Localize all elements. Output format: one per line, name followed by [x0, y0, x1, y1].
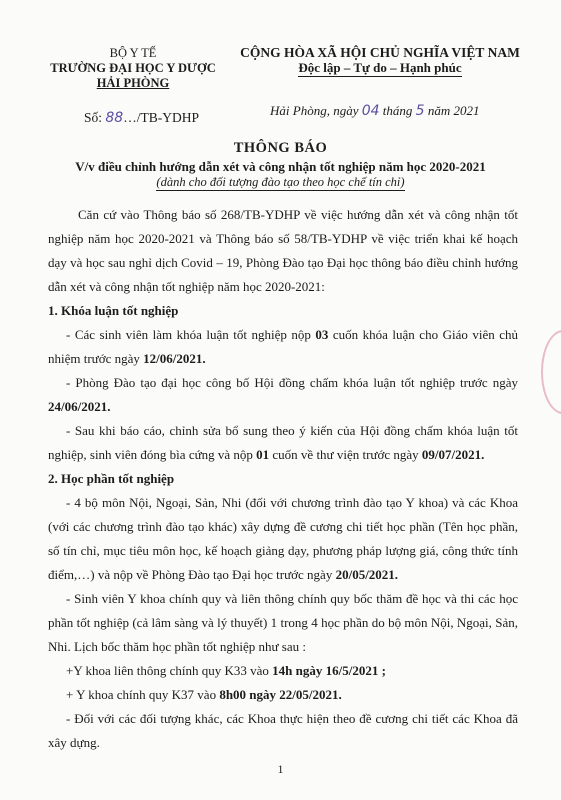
- schedule-k37: + Y khoa chính quy K37 vào 8h00 ngày 22/05/2021.: [66, 687, 342, 702]
- section-1-item-2: - Phòng Đào tạo đại học công bố Hội đồng chấm khóa luận tốt nghiệp trước ngày 24/06/2021.: [48, 375, 518, 414]
- date-prefix: Hải Phòng, ngày: [270, 103, 359, 118]
- date-day-handwritten: 04: [361, 103, 380, 119]
- university-city: HẢI PHÒNG: [96, 76, 170, 90]
- schedule-k33: +Y khoa liên thông chính quy K33 vào 14h ngày 16/5/2021 ;: [66, 663, 386, 678]
- red-stamp-mark: [541, 330, 561, 414]
- motto: Độc lập – Tự do – Hạnh phúc: [298, 60, 462, 75]
- document-title: THÔNG BÁO: [233, 140, 328, 156]
- document-subnote: [0, 175, 561, 190]
- issuer-block: [48, 46, 218, 91]
- date-month-handwritten: 5: [415, 103, 425, 119]
- so-label: Số:: [84, 110, 103, 125]
- section-2-item-3: - Đối với các đối tượng khác, các Khoa thực hiện theo đề cương chi tiết các Khoa đã xây dựng.: [48, 711, 518, 750]
- document-body: [48, 203, 518, 755]
- national-header: [215, 45, 545, 75]
- section-2-heading: 2. Học phần tốt nghiệp: [48, 471, 175, 486]
- section-1-heading: 1. Khóa luận tốt nghiệp: [48, 303, 179, 318]
- section-1-item-1: - Các sinh viên làm khóa luận tốt nghiệp nộp 03 cuốn khóa luận cho Giáo viên chủ nhiệm trước ngày 12/06/2021.: [48, 327, 519, 366]
- document-number: [84, 110, 199, 126]
- section-2-item-2: - Sinh viên Y khoa chính quy và liên thông chính quy bốc thăm đề học và thi các học phần tốt nghiệp (cả lâm sàng và lý thuyết) 1 trong 4 học phần do bộ môn Nội, Ngoại, Sản, Nhi. Lịch bốc thăm học phần tốt nghiệp như sau :: [48, 591, 518, 654]
- subnote-text: (dành cho đối tượng đào tạo theo học chế tín chỉ): [156, 175, 405, 189]
- section-1-item-3: - Sau khi báo cáo, chỉnh sửa bổ sung theo ý kiến của Hội đồng chấm khóa luận tốt nghiệp, sinh viên đóng bìa cứng và nộp 01 cuốn về thư viện trước ngày 09/07/2021.: [48, 423, 518, 462]
- document-subtitle: V/v điều chỉnh hướng dẫn xét và công nhận tốt nghiệp năm học 2020-2021: [75, 159, 486, 174]
- so-suffix: …/TB-YDHP: [123, 110, 199, 125]
- nation-name: CỘNG HÒA XÃ HỘI CHỦ NGHĨA VIỆT NAM: [240, 45, 520, 60]
- intro-paragraph: Căn cứ vào Thông báo số 268/TB-YDHP về việc hướng dẫn xét và công nhận tốt nghiệp năm học 2020-2021 và Thông báo số 58/TB-YDHP về việc triển khai kế hoạch dạy và học sau nghỉ dịch Covid – 19, Phòng Đào tạo Đại học thông báo điều chỉnh hướng dẫn xét và công nhận tốt nghiệp năm học 2020-2021:: [48, 207, 518, 294]
- so-number-handwritten: 88: [105, 110, 124, 126]
- date-year: năm 2021: [427, 103, 480, 118]
- university-name: TRƯỜNG ĐẠI HỌC Y DƯỢC: [50, 61, 216, 75]
- ministry-name: BỘ Y TẾ: [109, 46, 157, 60]
- issue-date: [270, 103, 479, 119]
- section-2-item-1: - 4 bộ môn Nội, Ngoại, Sản, Nhi (đối với chương trình đào tạo Y khoa) và các Khoa (với các chương trình đào tạo khác) xây dựng đề cương chi tiết học phần (Tên học phần, số tín chỉ, mục tiêu môn học, kế hoạch giảng dạy, phương pháp lượng giá, công thức tính điểm,…) và nộp về Phòng Đào tạo Đại học trước ngày 20/05/2021.: [48, 495, 518, 582]
- date-month-label: tháng: [382, 103, 413, 118]
- page-number: 1: [277, 762, 284, 776]
